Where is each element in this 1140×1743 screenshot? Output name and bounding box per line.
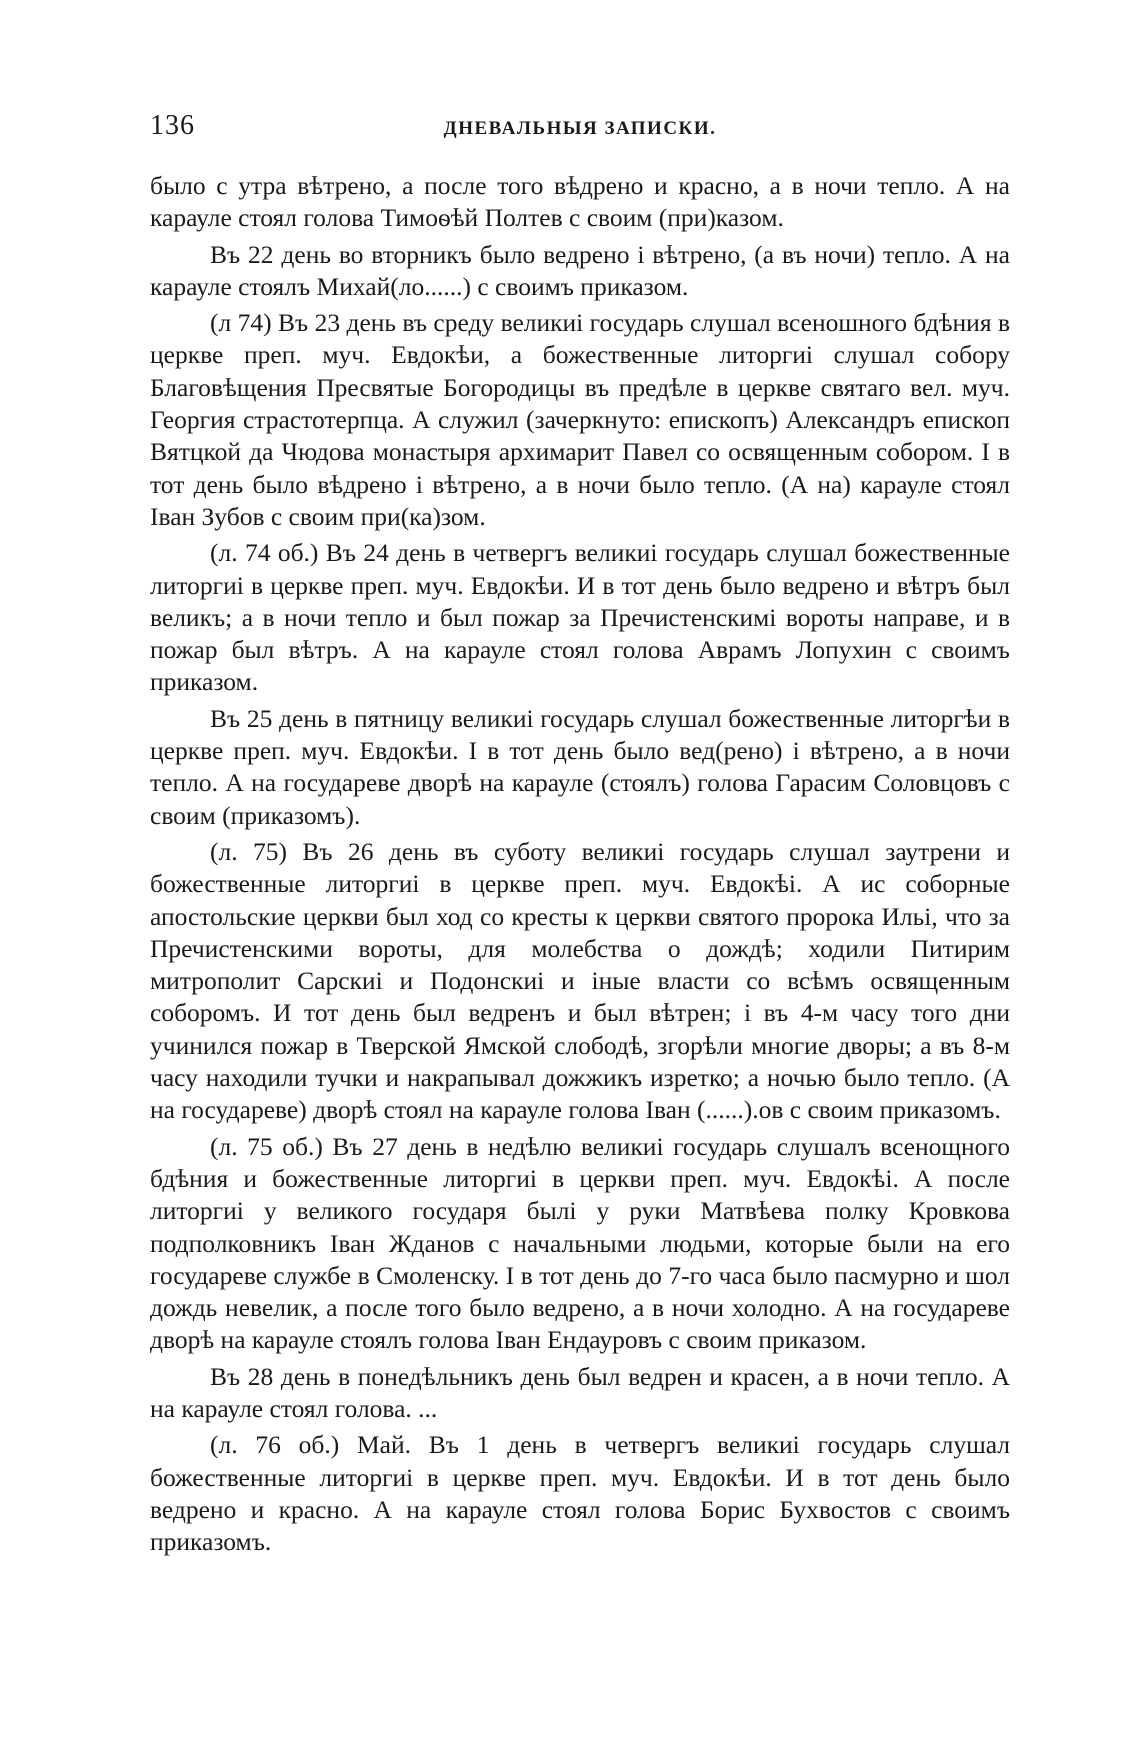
paragraph: Въ 28 день в понедѣльникъ день был ведрен и красен, а в ночи тепло. А на карауле стоял голова. ... — [150, 1361, 1010, 1423]
paragraph: (л 74) Въ 23 день въ среду великиі государь слушал всеношного бдѣния в церкве преп. муч. Евдокѣи, а божественные литоргиі слушал собору Благовѣщения Пресвятые Богородицы въ предѣле в церкве святаго вел. муч. Георгия страстотерпца. А служил (зачеркнуто: епископъ) Александръ епископ Вятцкой да Чюдова монастыря архимарит Павел со освященным собором. І в тот день было вѣдрено і вѣтрено, а в ночи было тепло. (А на) карауле стоял Іван Зубов с своим при(ка)зом. — [150, 308, 1010, 531]
paragraph: (л. 75) Въ 26 день въ суботу великиі государь слушал заутрени и божественные литоргиі в церкве преп. муч. Евдокѣі. А ис соборные апостольские церкви был ход со кресты к церкви святого пророка Ильі, что за Пречистенскими вороты, для молебства о дождѣ; ходили Питирим митрополит Сарскиі и Подонскиі и іные власти со всѣмъ освященным соборомъ. И тот день был ведренъ и был вѣтрен; і въ 4-м часу того дни учинился пожар в Тверской Ямской слободѣ, згорѣли многие дворы; а въ 8-м часу находили тучки и накрапывал дожжикъ изретко; а ночью было тепло. (А на государеве) дворѣ стоял на карауле голова Іван (......).ов с своим приказомъ. — [150, 836, 1010, 1125]
page-number: 136 — [150, 110, 195, 141]
paragraph: Въ 25 день в пятницу великиі государь слушал божественные литоргѣи в церкве преп. муч. Евдокѣи. І в тот день было вед(рено) і вѣтрено, а в ночи тепло. А на государеве дворѣ на карауле (стоялъ) голова Гарасим Соловцовъ с своим (приказомъ). — [150, 703, 1010, 830]
body-text — [150, 170, 1010, 1562]
paragraph: (л. 75 об.) Въ 27 день в недѣлю великиі государь слушалъ всенощного бдѣния и божественные литоргиі в церкви преп. муч. Евдокѣі. А после литоргиі у великого государя былі у руки Матвѣева полку Кровкова подполковникъ Іван Жданов с начальными людьми, которые были на его государеве службе в Смоленску. І в тот день до 7-го часа было пасмурно и шол дождь невелик, а после того было ведрено, а в ночи холодно. А на государеве дворѣ на карауле стоялъ голова Іван Ендауровъ с своим приказом. — [150, 1131, 1010, 1355]
page-header — [150, 110, 1010, 150]
paragraph: Въ 22 день во вторникъ было ведрено і вѣтрено, (а въ ночи) тепло. А на карауле стоялъ Михай(ло......) с своимъ приказом. — [150, 239, 1010, 301]
paragraph: было с утра вѣтрено, а после того вѣдрено и красно, а в ночи тепло. А на карауле стоял голова Тимоѳѣй Полтев с своим (при)казом. — [150, 171, 1010, 233]
running-title: ДНЕВАЛЬНЫЯ ЗАПИСКИ. — [443, 118, 717, 139]
paragraph: (л. 74 об.) Въ 24 день в четвергъ великиі государь слушал божественные литоргиі в церкве преп. муч. Евдокѣи. И в тот день было ведрено и вѣтръ был великъ; а в ночи тепло и был пожар за Пречистенскимі вороты направе, и в пожар был вѣтръ. А на карауле стоял голова Аврамъ Лопухин с своимъ приказом. — [150, 538, 1010, 697]
paragraph: (л. 76 об.) Май. Въ 1 день в четвергъ великиі государь слушал божественные литоргиі в церкве преп. муч. Евдокѣи. И в тот день было ведрено и красно. А на карауле стоял голова Борис Бухвостов с своимъ приказомъ. — [150, 1430, 1010, 1557]
